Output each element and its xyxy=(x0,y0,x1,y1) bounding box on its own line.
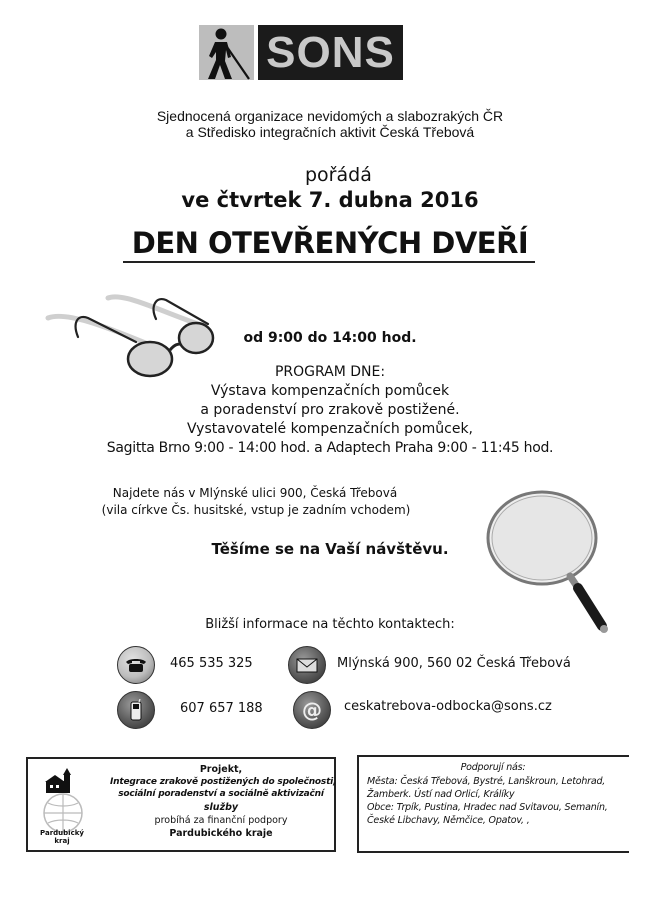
project-funder: Pardubického kraje xyxy=(169,828,273,839)
telephone-icon xyxy=(117,646,155,684)
supporters-line: Města: Česká Třebová, Bystré, Lanškroun, Letohrad, xyxy=(367,776,606,787)
organizes-label: pořádá xyxy=(305,164,372,186)
organizer-line-2: a Středisko integračních aktivit Česká Třebová xyxy=(185,124,475,140)
project-name-line: Integrace zrakově postižených do společnosti, xyxy=(110,777,337,787)
region-logo-label: Pardubický xyxy=(40,829,84,837)
supporters-line: Obce: Trpík, Pustina, Hradec nad Svitavou, Semanín, xyxy=(367,802,608,813)
location-line-2: (vila církve Čs. husitské, vstup je zadním vchodem) xyxy=(101,503,411,517)
logo-wordmark xyxy=(258,25,403,80)
mobile-number[interactable]: 607 657 188 xyxy=(180,701,263,716)
project-name-line: služby xyxy=(203,802,239,813)
program-line: Vystavovatelé kompenzačních pomůcek, xyxy=(186,421,474,437)
logo-figure xyxy=(199,25,254,80)
supporters-heading: Podporují nás: xyxy=(460,762,526,773)
project-funding-line: probíhá za finanční podpory xyxy=(154,815,288,826)
program-line: a poradenství pro zrakově postižené. xyxy=(200,402,460,418)
region-logo-label: kraj xyxy=(54,837,70,845)
welcome-message: Těšíme se na Vaší návštěvu. xyxy=(211,540,449,558)
project-name-line: sociální poradenství a sociálně aktivizační xyxy=(118,789,324,799)
program-heading: PROGRAM DNE: xyxy=(274,364,386,380)
event-title: DEN OTEVŘENÝCH DVEŘÍ xyxy=(131,226,529,260)
email-address[interactable]: ceskatrebova-odbocka@sons.cz xyxy=(344,699,552,714)
organizer-line-1: Sjednocená organizace nevidomých a slabozrakých ČR xyxy=(156,108,504,124)
program-line: Sagitta Brno 9:00 - 14:00 hod. a Adaptech Praha 9:00 - 11:45 hod. xyxy=(106,440,554,456)
program-line: Výstava kompenzačních pomůcek xyxy=(210,383,450,399)
logo-text: SONS xyxy=(266,27,395,77)
title-underline xyxy=(123,261,535,263)
contacts-heading: Bližší informace na těchto kontaktech: xyxy=(205,617,455,632)
supporters-box xyxy=(357,755,629,853)
opening-hours: od 9:00 do 14:00 hod. xyxy=(243,330,417,346)
envelope-icon xyxy=(288,646,326,684)
phone-number[interactable]: 465 535 325 xyxy=(170,656,253,671)
mobile-phone-icon xyxy=(117,691,155,729)
blind-person-with-cane-icon xyxy=(199,25,254,80)
project-info-box xyxy=(26,757,336,852)
supporters-line: Žamberk. Ústí nad Orlicí, Králíky xyxy=(367,789,515,800)
project-heading: Projekt, xyxy=(199,764,243,775)
location-line-1: Najdete nás v Mlýnské ulici 900, Česká Třebová xyxy=(112,486,398,500)
at-sign-icon: @ xyxy=(293,691,331,729)
event-date: ve čtvrtek 7. dubna 2016 xyxy=(181,188,479,212)
supporters-line: České Libchavy, Němčice, Opatov, , xyxy=(367,815,530,826)
postal-address: Mlýnská 900, 560 02 Česká Třebová xyxy=(337,656,571,671)
